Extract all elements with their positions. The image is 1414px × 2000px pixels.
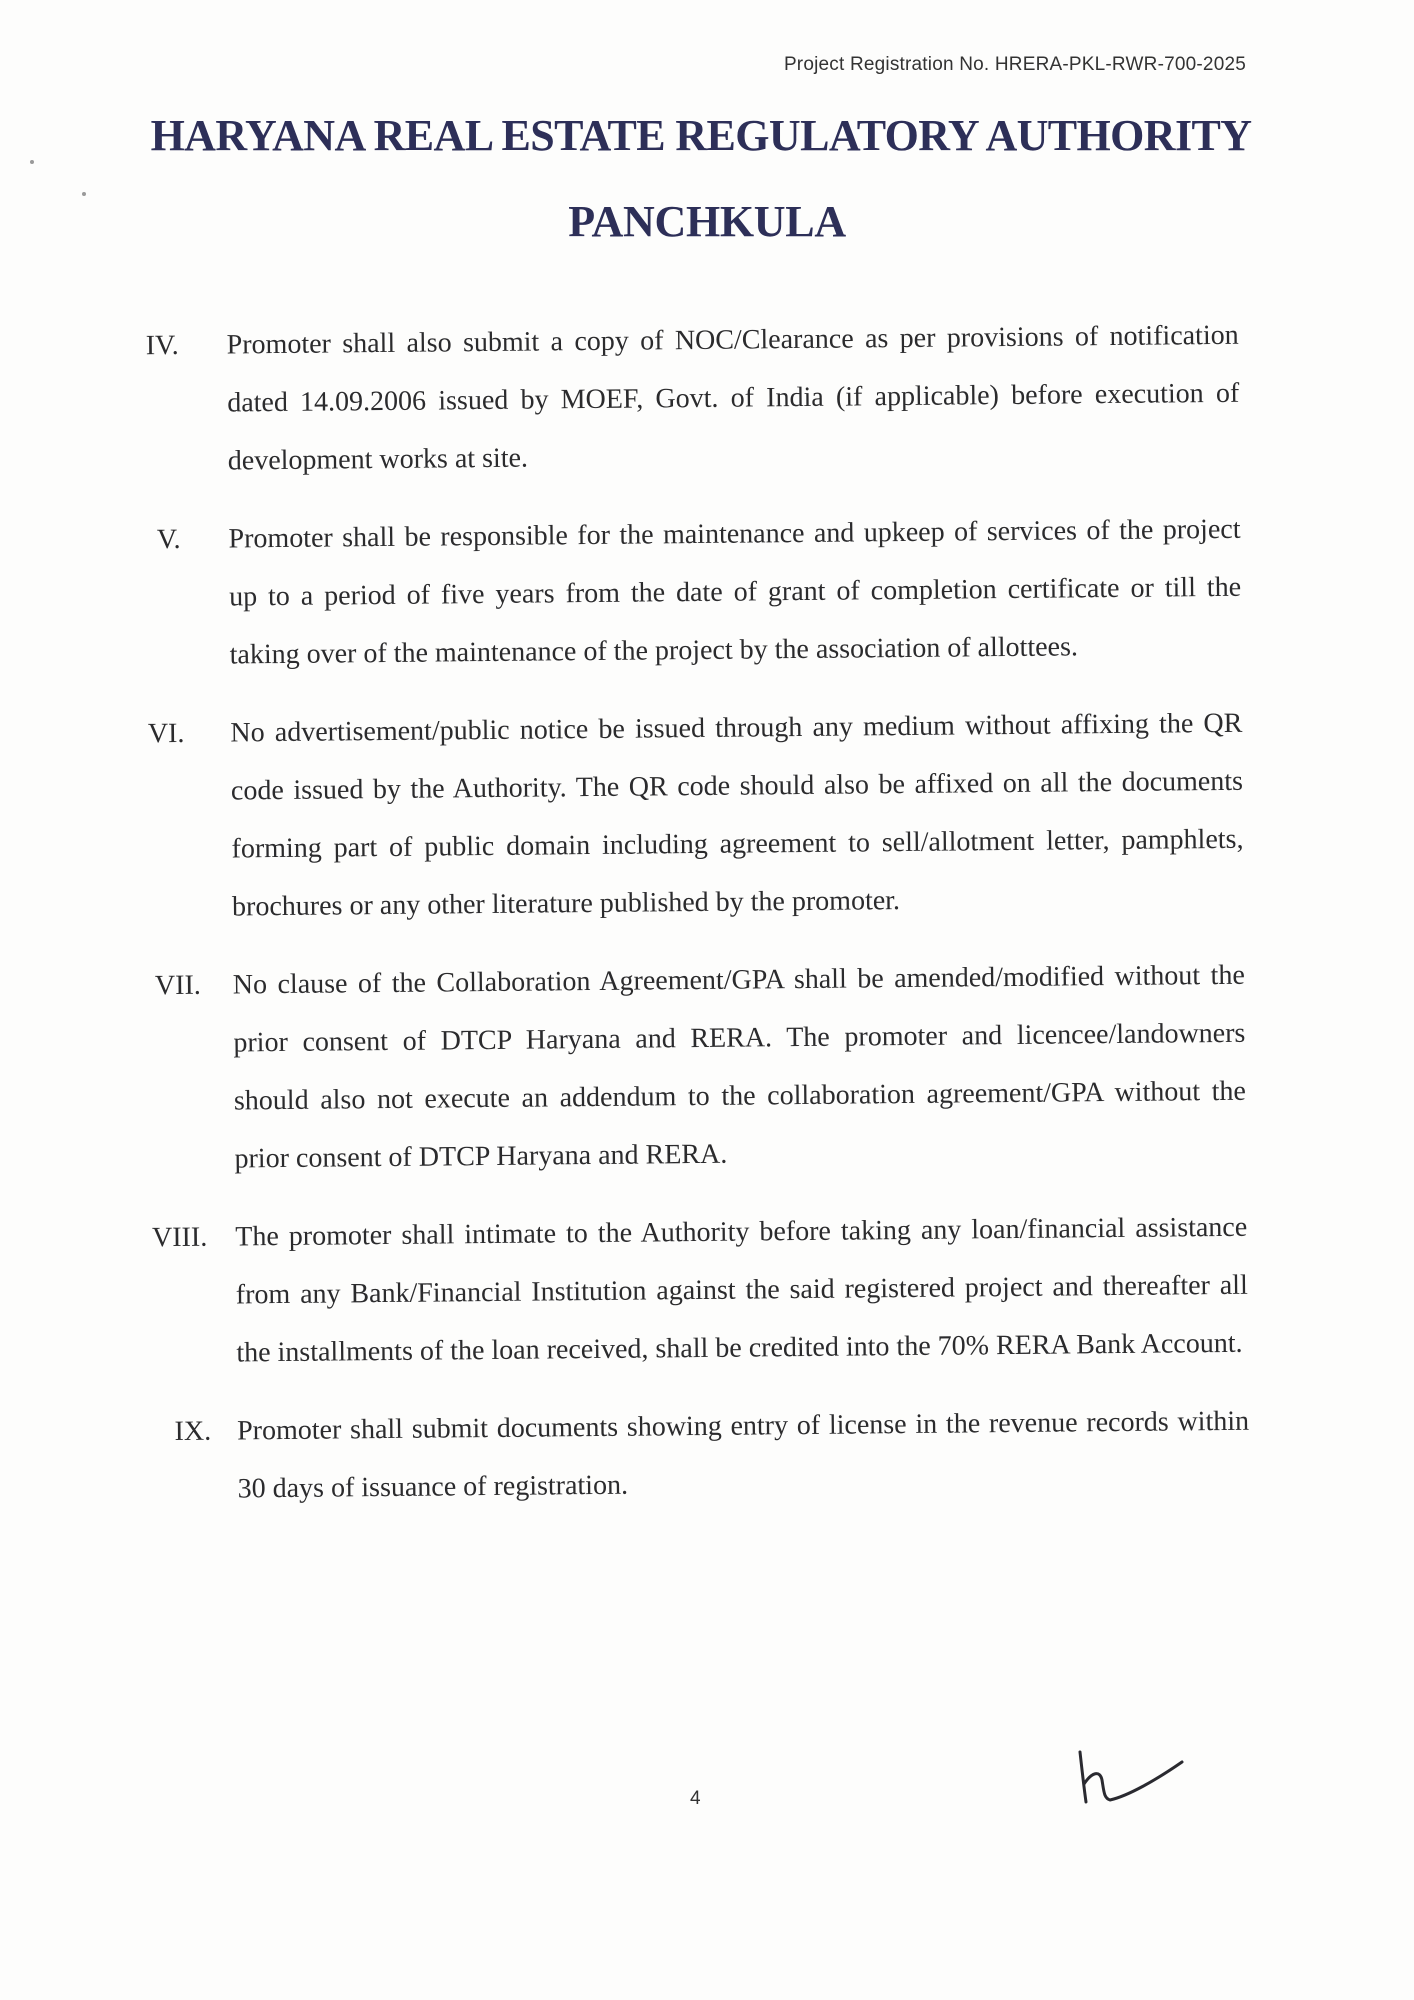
authority-title: HARYANA REAL ESTATE REGULATORY AUTHORITY — [150, 111, 1252, 160]
clause-number: V. — [156, 523, 181, 556]
scan-speck — [30, 160, 34, 164]
clause-vii — [0, 945, 1413, 1191]
clause-number: VII. — [154, 969, 201, 1002]
clause-number: VIII. — [151, 1221, 208, 1254]
scan-speck — [82, 192, 86, 196]
signature-initials — [1070, 1740, 1190, 1810]
page-number: 4 — [690, 1788, 701, 1809]
clause-iv — [0, 305, 1406, 493]
clause-number: VI. — [147, 717, 185, 750]
conditions-list — [0, 305, 1414, 1541]
clause-number: IX. — [174, 1415, 212, 1448]
clause-text: Promoter shall submit documents showing entry of license in the revenue records within 30 days of issuance of registration. — [236, 1405, 1250, 1505]
clause-ix — [1, 1391, 1414, 1521]
project-registration-number: Project Registration No. HRERA-PKL-RWR-700-2025 — [783, 54, 1246, 75]
authority-location: PANCHKULA — [568, 197, 846, 246]
clause-text: No clause of the Collaboration Agreement/GPA shall be amended/modified without the prior consent of DTCP Haryana and RERA. The promoter and licencee/landowners should also not execute an addendum to the collaboration agreement/GPA without the prior consent of DTCP Haryana and RERA. — [232, 959, 1247, 1175]
clause-text: Promoter shall also submit a copy of NOC/Clearance as per provisions of notification dated 14.09.2006 issued by MOEF, Govt. of India (if applicable) before execution of development works at site. — [226, 319, 1240, 477]
clause-v — [0, 499, 1408, 687]
clause-viii — [0, 1197, 1414, 1385]
clause-number: IV. — [145, 329, 179, 362]
clause-text: Promoter shall be responsible for the maintenance and upkeep of services of the project up to a period of five years from the date of grant of completion certificate or till the taking over of the maintenance of the project by the association of allottees. — [228, 513, 1242, 671]
clause-text: The promoter shall intimate to the Authority before taking any loan/financial assistance from any Bank/Financial Institution against the said registered project and thereafter all the installments of the loan received, shall be credited into the 70% RERA Bank Account. — [235, 1211, 1248, 1369]
clause-vi — [0, 693, 1410, 939]
clause-text: No advertisement/public notice be issued through any medium without affixing the QR code issued by the Authority. The QR code should also be affixed on all the documents forming part of public domain including agreement to sell/allotment letter, pamphlets, brochures or any other literature published by the promoter. — [230, 707, 1244, 923]
